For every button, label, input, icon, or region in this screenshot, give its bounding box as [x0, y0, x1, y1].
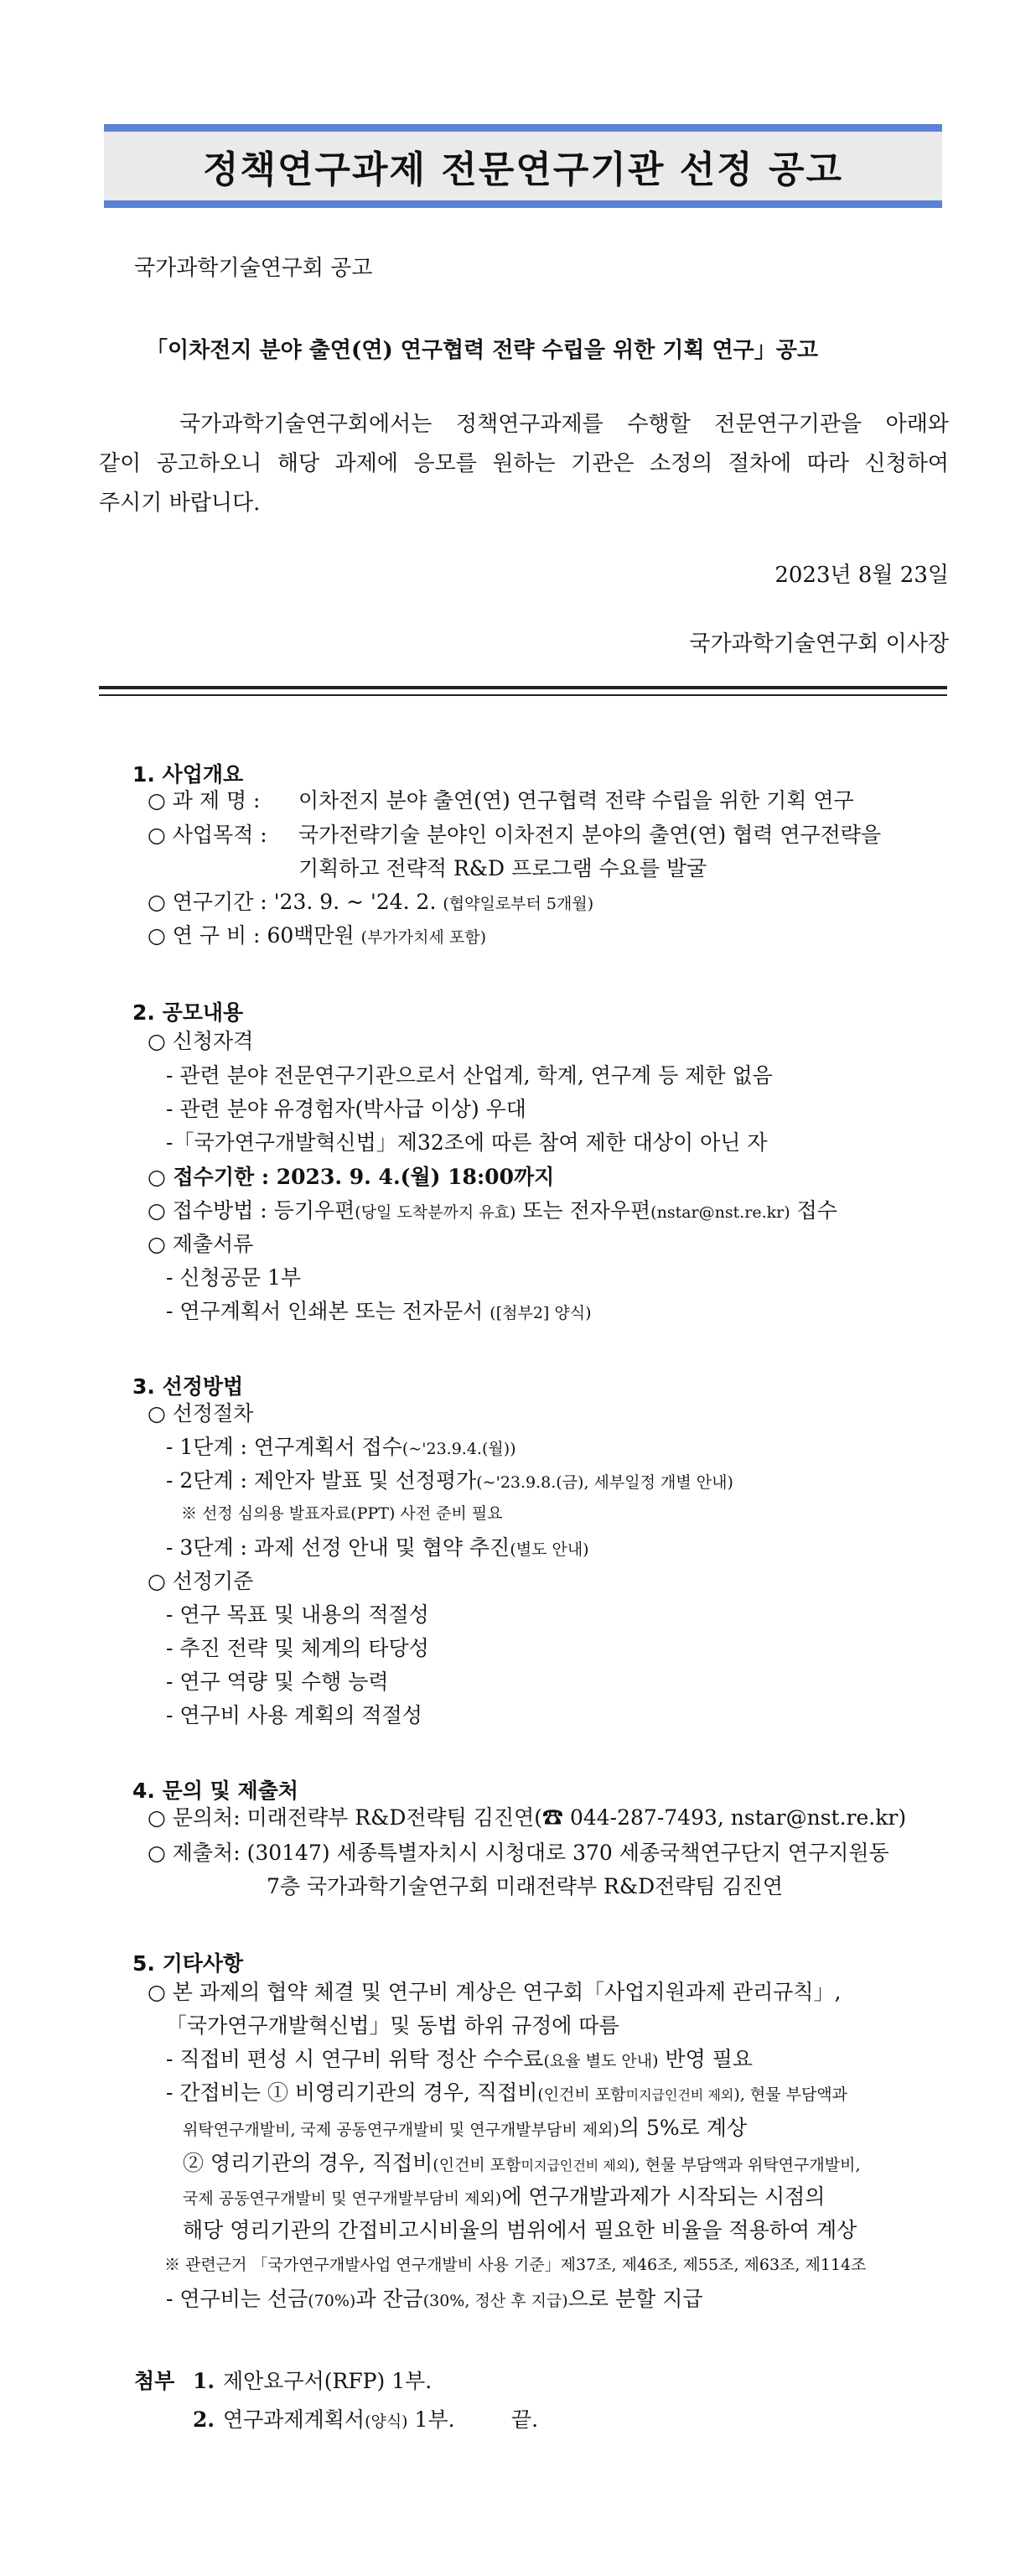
- s2-document-2-text: - 연구계획서 인쇄본 또는 전자문서: [166, 1299, 484, 1323]
- divider-thin: [99, 694, 947, 696]
- intro-line-1: 국가과학기술연구회에서는 정책연구과제를 수행할 전문연구기관을 아래와: [179, 412, 949, 437]
- s3-procedure: ○ 선정절차: [148, 1401, 254, 1426]
- attachment-2: [223, 2403, 455, 2438]
- s3-step-2-remark: ※ 선정 심의용 발표자료(PPT) 사전 준비 필요: [181, 1504, 503, 1523]
- s2-method-email: (nstar@nst.re.kr): [650, 1203, 790, 1222]
- s3-step-1: [166, 1431, 516, 1466]
- intro-line-2: 같이 공고하오니 해당 과제에 응모를 원하는 기관은 소정의 절차에 따라 신청하여: [99, 451, 949, 476]
- s4-submit-line-2: 7층 국가과학기술연구회 미래전략부 R&D전략팀 김진연: [267, 1874, 783, 1898]
- s5-line-6-note3: ), 현물 부담액과 위탁연구개발비,: [629, 2156, 861, 2174]
- s5-line-7a: 국제 공동연구개발비 및 연구개발부담비 제외): [183, 2189, 502, 2208]
- s3-step-3-text: - 3단계 : 과제 선정 안내 및 협약 추진: [166, 1535, 510, 1560]
- s3-step-2-note: (~'23.9.8.(금), 세부일정 개별 안내): [476, 1473, 733, 1492]
- s2-document-2: [166, 1295, 592, 1330]
- section-5-heading: 5. 기타사항: [132, 1951, 244, 1976]
- s3-step-2: [166, 1464, 733, 1499]
- s2-method: [148, 1194, 837, 1229]
- s5-line-2: 「국가연구개발혁신법」및 동법 하위 규정에 따름: [166, 2013, 619, 2038]
- s1-title-value: 이차전지 분야 출연(연) 연구협력 전략 수립을 위한 기획 연구: [298, 788, 854, 813]
- s5-line-3: [166, 2043, 753, 2078]
- s5-line-10-n2: (30%, 정산 후 지급): [422, 2292, 568, 2310]
- section-4-heading: 4. 문의 및 제출처: [132, 1779, 298, 1803]
- s3-step-3: [166, 1531, 589, 1566]
- s3-criteria: ○ 선정기준: [148, 1569, 254, 1593]
- s5-line-10: [166, 2283, 703, 2318]
- s3-step-3-note: (별도 안내): [510, 1540, 589, 1559]
- s5-line-3a: - 직접비 편성 시 연구비 위탁 정산 수수료: [166, 2047, 544, 2071]
- s1-purpose-label: ○ 사업목적 :: [148, 823, 267, 847]
- section-1-heading: 1. 사업개요: [132, 762, 244, 787]
- s5-line-4: [166, 2076, 847, 2112]
- s2-document-1: - 신청공문 1부: [166, 1265, 301, 1290]
- notice-subject: 「이차전지 분야 출연(연) 연구협력 전략 수립을 위한 기획 연구」공고: [146, 338, 819, 363]
- s5-line-7b: 에 연구개발과제가 시작되는 시점의: [501, 2184, 826, 2209]
- s2-method-b: 또는 전자우편: [515, 1198, 651, 1223]
- attachments-label: 첨부: [134, 2369, 175, 2393]
- s2-document-2-note: ([첨부2] 양식): [490, 1304, 592, 1322]
- s1-title-label: ○ 과 제 명 :: [148, 788, 261, 813]
- s2-qualification: ○ 신청자격: [148, 1029, 254, 1053]
- attachment-2-count: 1부.: [407, 2407, 455, 2432]
- notice-date: 2023년 8월 23일: [774, 563, 949, 588]
- s3-step-1-note: (~'23.9.4.(월)): [401, 1440, 516, 1458]
- s2-qualification-2: - 관련 분야 유경험자(박사급 이상) 우대: [166, 1097, 526, 1121]
- s1-period-label: ○ 연구기간 :: [148, 890, 267, 914]
- s5-line-9: ※ 관련근거 「국가연구개발사업 연구개발비 사용 기준」제37조, 제46조, 제55조, 제63조, 제114조: [164, 2256, 867, 2274]
- attachment-2-text: 연구과제계획서: [223, 2407, 365, 2432]
- s5-line-6a: ② 영리기관의 경우, 직접비: [183, 2151, 433, 2175]
- end-mark: 끝.: [511, 2407, 539, 2432]
- s3-step-2-text: - 2단계 : 제안자 발표 및 선정평가: [166, 1468, 477, 1493]
- s5-line-8: 해당 영리기관의 간접비고시비율의 범위에서 필요한 비율을 적용하여 계상: [183, 2218, 857, 2242]
- s5-line-10b: 과 잔금: [355, 2287, 423, 2311]
- s5-line-5: [183, 2111, 747, 2147]
- s4-submit-line-1: ○ 제출처: (30147) 세종특별자치시 시청대로 370 세종국책연구단지 연구지원동: [148, 1841, 889, 1865]
- s5-line-10c: 으로 분할 지급: [567, 2287, 703, 2311]
- attachment-2-number: 2.: [193, 2407, 215, 2432]
- s2-documents: ○ 제출서류: [148, 1232, 254, 1256]
- signatory: 국가과학기술연구회 이사장: [689, 631, 949, 657]
- title-banner: [104, 124, 942, 208]
- s3-criterion-3: - 연구 역량 및 수행 능력: [166, 1670, 389, 1694]
- s4-contact: ○ 문의처: 미래전략부 R&D전략팀 김진연(☎ 044-287-7493, nstar@nst.re.kr): [148, 1805, 907, 1830]
- section-3-heading: 3. 선정방법: [132, 1374, 244, 1399]
- s3-criterion-2: - 추진 전략 및 체계의 타당성: [166, 1636, 429, 1660]
- s2-deadline: ○ 접수기한 : 2023. 9. 4.(월) 18:00까지: [148, 1165, 555, 1189]
- s5-line-10-n1: (70%): [308, 2292, 356, 2310]
- document-title: 정책연구과제 전문연구기관 선정 공고: [202, 148, 844, 191]
- s1-period-note: (협약일로부터 5개월): [443, 895, 594, 913]
- s5-line-7: [183, 2180, 825, 2215]
- s5-line-6-note: (인건비 포함: [433, 2156, 521, 2174]
- s2-method-note: (당일 도착분까지 유효): [355, 1203, 516, 1222]
- s5-line-5a: 위탁연구개발비, 국제 공동연구개발비 및 연구개발부담비 제외): [183, 2121, 619, 2139]
- s5-line-5b: 의 5%로 계상: [619, 2116, 748, 2140]
- s3-criterion-1: - 연구 목표 및 내용의 적절성: [166, 1602, 429, 1627]
- s3-step-1-text: - 1단계 : 연구계획서 접수: [166, 1435, 402, 1459]
- section-2-heading: 2. 공모내용: [132, 1000, 244, 1025]
- s5-line-3b: 반영 필요: [658, 2047, 754, 2071]
- s1-budget-label: ○ 연 구 비 :: [148, 923, 261, 948]
- s5-line-4a: - 간접비는 ① 비영리기관의 경우, 직접비: [166, 2080, 538, 2105]
- s1-budget-note: (부가가치세 포함): [360, 928, 486, 947]
- s1-period: [148, 886, 593, 921]
- issuer-notice: 국가과학기술연구회 공고: [134, 256, 373, 281]
- s5-line-4-note: (인건비 포함: [537, 2085, 626, 2104]
- s5-line-1: ○ 본 과제의 협약 체결 및 연구비 계상은 연구회「사업지원과제 관리규칙」,: [148, 1980, 842, 2004]
- s1-purpose-line-2: 기획하고 전략적 R&D 프로그램 수요를 발굴: [298, 856, 707, 880]
- s5-line-10a: - 연구비는 선금: [166, 2287, 308, 2311]
- s2-qualification-3: -「국가연구개발혁신법」제32조에 따른 참여 제한 대상이 아닌 자: [166, 1130, 768, 1155]
- s5-line-6: [183, 2147, 860, 2183]
- s5-line-6-note2: 미지급인건비 제외: [521, 2158, 629, 2174]
- s5-line-4-note2: 미지급인건비 제외: [625, 2087, 734, 2103]
- s5-line-3-note: (요율 별도 안내): [543, 2052, 659, 2070]
- s1-budget: [148, 919, 486, 954]
- attachment-1: 제안요구서(RFP) 1부.: [223, 2369, 433, 2393]
- s1-budget-value: 60백만원: [267, 923, 355, 948]
- divider-thick: [99, 686, 947, 689]
- s2-method-c: 접수: [790, 1198, 837, 1223]
- s1-period-value: '23. 9. ~ '24. 2.: [273, 890, 437, 914]
- s5-line-4-note3: ), 현물 부담액과: [733, 2085, 848, 2104]
- attachment-2-note: (양식): [365, 2412, 408, 2431]
- attachment-1-number: 1.: [193, 2369, 215, 2393]
- s1-purpose-line-1: 국가전략기술 분야인 이차전지 분야의 출연(연) 협력 연구전략을: [298, 823, 882, 847]
- s3-criterion-4: - 연구비 사용 계획의 적절성: [166, 1703, 422, 1727]
- s2-method-a: ○ 접수방법 : 등기우편: [148, 1198, 355, 1223]
- s2-qualification-1: - 관련 분야 전문연구기관으로서 산업계, 학계, 연구계 등 제한 없음: [166, 1063, 773, 1088]
- intro-line-3: 주시기 바랍니다.: [99, 491, 261, 516]
